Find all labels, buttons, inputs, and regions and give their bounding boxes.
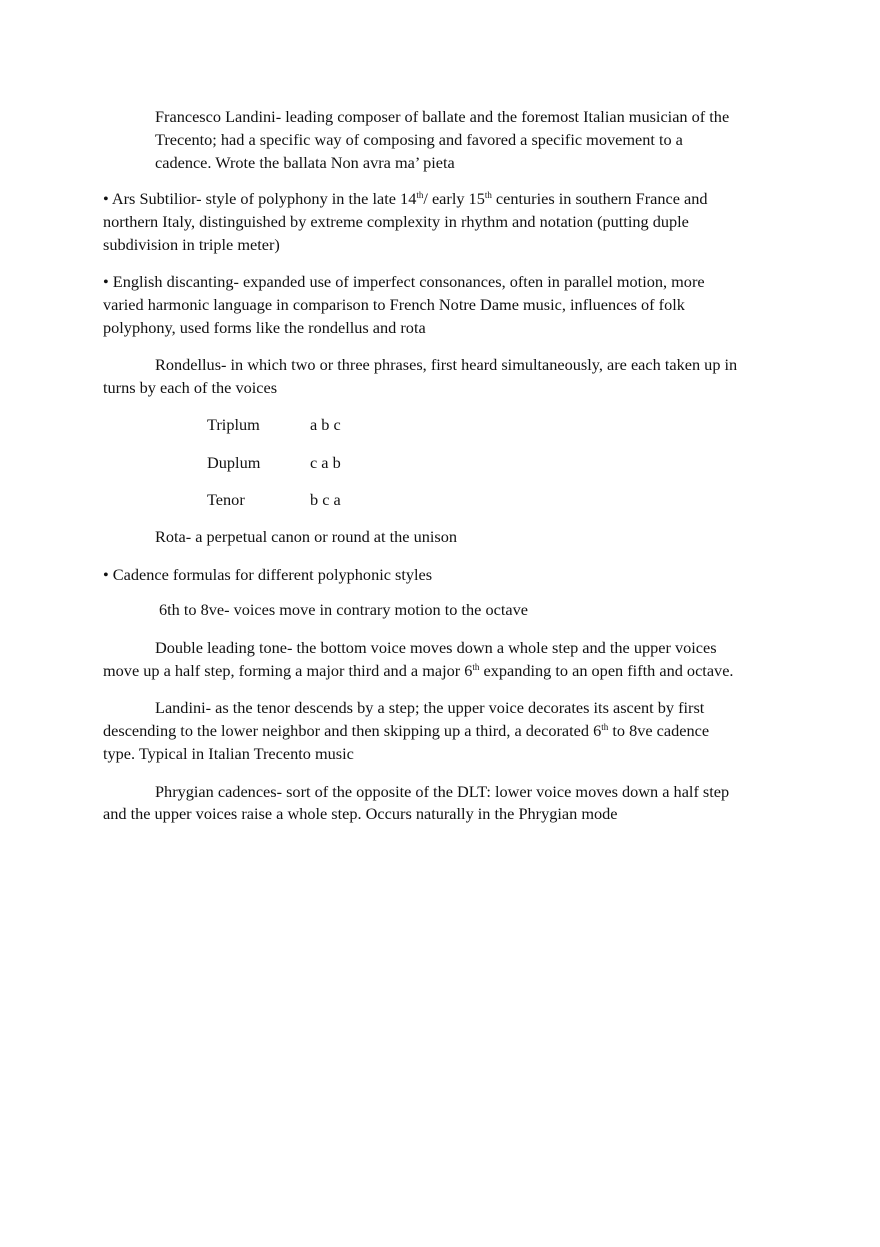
ars-subtilior-line-3: subdivision in triple meter) [103,235,280,254]
dlt-text-b: expanding to an open fifth and octave. [479,661,734,680]
dlt-text-a: move up a half step, forming a major third and a major 6 [103,661,473,680]
landini-cadence-line-3: type. Typical in Italian Trecento music [103,744,354,763]
cadence-heading: • Cadence formulas for different polyphonic styles [103,565,433,584]
table-pattern-triplum: a b c [310,415,341,434]
english-discanting-line-1: • English discanting- expanded use of imperfect consonances, often in parallel motion, more [103,272,705,291]
ars-subtilior-line-1 [103,187,708,210]
table-voice-tenor: Tenor [207,490,245,509]
landini-composer-line-1: Francesco Landini- leading composer of ballate and the foremost Italian musician of the [155,107,730,126]
ars-subtilior-text-a: • Ars Subtilior- style of polyphony in the late 14 [103,189,417,208]
landini-cadence-text-a: descending to the lower neighbor and then skipping up a third, a decorated 6 [103,721,602,740]
landini-cadence-line-1: Landini- as the tenor descends by a step; the upper voice decorates its ascent by first [155,698,705,717]
ars-subtilior-text-c: centuries in southern France and [491,189,708,208]
rota-line: Rota- a perpetual canon or round at the unison [155,527,458,546]
rondellus-line-2: turns by each of the voices [103,378,278,397]
ars-subtilior-sup-1: th [416,190,424,200]
phrygian-line-2: and the upper voices raise a whole step. Occurs naturally in the Phrygian mode [103,804,618,823]
landini-composer-line-3: cadence. Wrote the ballata Non avra ma’ pieta [155,153,455,172]
dlt-line-2 [103,659,734,682]
landini-cadence-line-2 [103,719,709,742]
landini-cadence-text-b: to 8ve cadence [608,721,710,740]
table-pattern-tenor: b c a [310,490,341,509]
dlt-line-1: Double leading tone- the bottom voice moves down a whole step and the upper voices [155,638,717,657]
sixth-octave-line: 6th to 8ve- voices move in contrary motion to the octave [159,600,528,619]
phrygian-line-1: Phrygian cadences- sort of the opposite of the DLT: lower voice moves down a half step [155,782,730,801]
english-discanting-line-3: polyphony, used forms like the rondellus and rota [103,318,426,337]
landini-cadence-sup: th [601,722,609,732]
dlt-sup: th [472,662,480,672]
table-voice-triplum: Triplum [207,415,260,434]
english-discanting-line-2: varied harmonic language in comparison to French Notre Dame music, influences of folk [103,295,685,314]
ars-subtilior-sup-2: th [484,190,492,200]
ars-subtilior-line-2: northern Italy, distinguished by extreme complexity in rhythm and notation (putting duple [103,212,689,231]
table-pattern-duplum: c a b [310,453,341,472]
table-voice-duplum: Duplum [207,453,261,472]
ars-subtilior-text-b: / early 15 [423,189,485,208]
landini-composer-line-2: Trecento; had a specific way of composing and favored a specific movement to a [155,130,683,149]
rondellus-line-1: Rondellus- in which two or three phrases, first heard simultaneously, are each taken up in [155,355,738,374]
